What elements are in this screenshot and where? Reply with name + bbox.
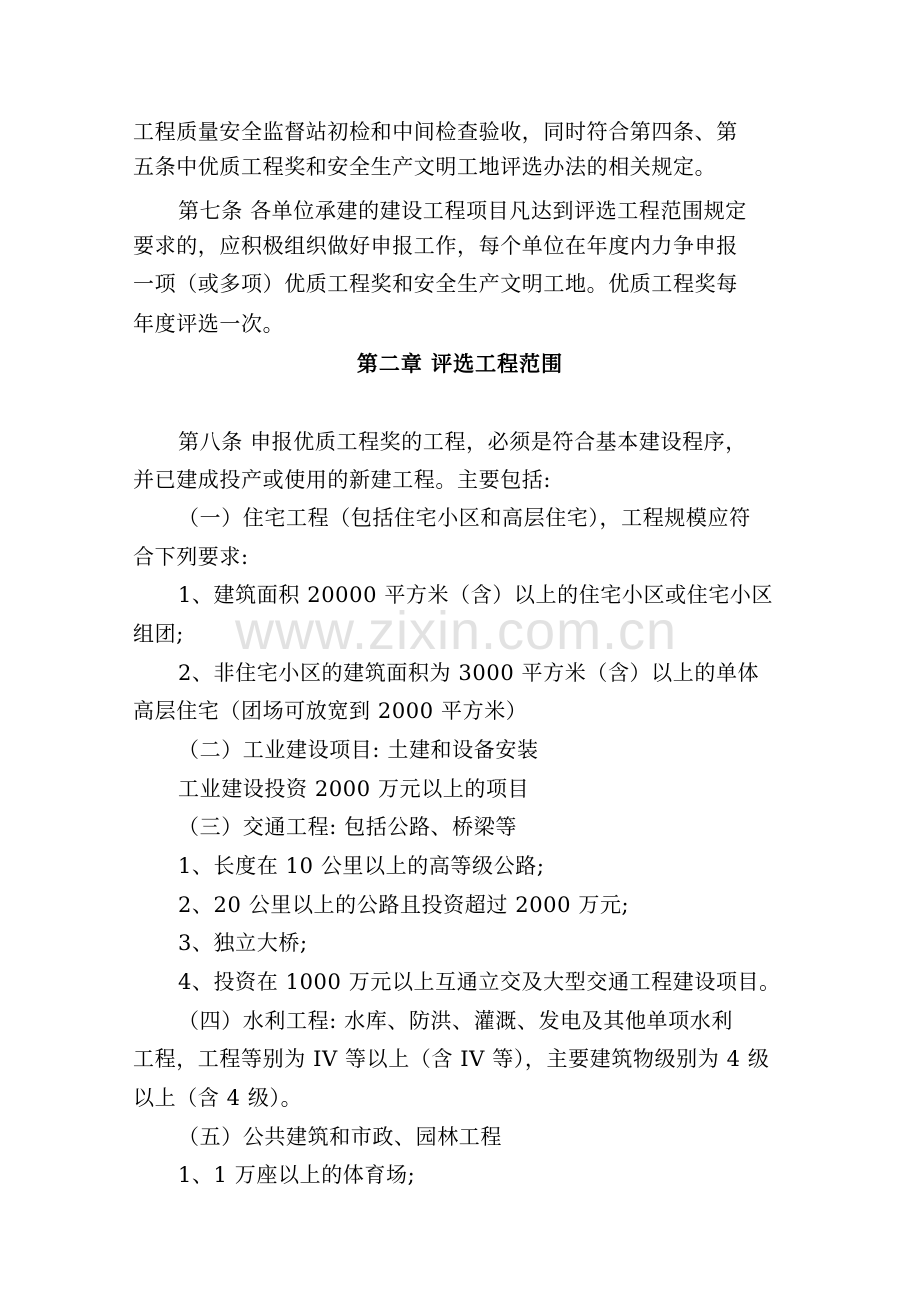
list-item-line: （五）公共建筑和市政、园林工程 — [178, 1125, 502, 1149]
list-item-line: （一）住宅工程（包括住宅小区和高层住宅），工程规模应符 — [178, 506, 751, 530]
list-item-line: 2、非住宅小区的建筑面积为 3000 平方米（含）以上的单体 — [178, 661, 760, 685]
list-item-line: （四）水利工程: 水库、防洪、灌溉、发电及其他单项水利 — [178, 1009, 733, 1033]
list-item-line: 1、1 万座以上的体育场; — [178, 1163, 416, 1187]
list-item-line: 1、建筑面积 20000 平方米（含）以上的住宅小区或住宅小区 — [178, 583, 774, 607]
paragraph-line: 一项（或多项）优质工程奖和安全生产文明工地。优质工程奖每 — [133, 272, 738, 296]
list-item-line: 2、20 公里以上的公路且投资超过 2000 万元; — [178, 893, 630, 917]
watermark: www.zixin.com.cn — [235, 601, 678, 661]
paragraph-line: 五条中优质工程奖和安全生产文明工地评选办法的相关规定。 — [133, 155, 717, 179]
paragraph-line: 合下列要求: — [133, 545, 249, 569]
list-item-line: 3、独立大桥; — [178, 931, 308, 955]
chapter-heading: 第二章 评选工程范围 — [356, 352, 564, 376]
paragraph-line: 工程质量安全监督站初检和中间检查验收，同时符合第四条、第 — [133, 120, 738, 144]
list-item-line: （三）交通工程: 包括公路、桥梁等 — [178, 815, 517, 839]
article-8-line: 第八条 申报优质工程奖的工程，必须是符合基本建设程序， — [178, 430, 747, 454]
paragraph-line: 要求的，应积极组织做好申报工作，每个单位在年度内力争申报 — [133, 234, 738, 258]
paragraph-line: 组团; — [133, 622, 184, 646]
list-item-line: 1、长度在 10 公里以上的高等级公路; — [178, 854, 545, 878]
paragraph-line: 年度评选一次。 — [133, 312, 285, 336]
list-item-line: 4、投资在 1000 万元以上互通立交及大型交通工程建设项目。 — [178, 970, 781, 994]
paragraph-line: 高层住宅（团场可放宽到 2000 平方米） — [133, 699, 528, 723]
paragraph-line: 工程，工程等别为 IV 等以上（含 IV 等），主要建筑物级别为 4 级 — [133, 1047, 770, 1071]
article-7-line: 第七条 各单位承建的建设工程项目凡达到评选工程范围规定 — [178, 199, 747, 223]
list-item-line: 工业建设投资 2000 万元以上的项目 — [178, 777, 530, 801]
list-item-line: （二）工业建设项目: 土建和设备安装 — [178, 738, 539, 762]
paragraph-line: 以上（含 4 级）。 — [133, 1086, 303, 1110]
paragraph-line: 并已建成投产或使用的新建工程。主要包括: — [133, 468, 552, 492]
